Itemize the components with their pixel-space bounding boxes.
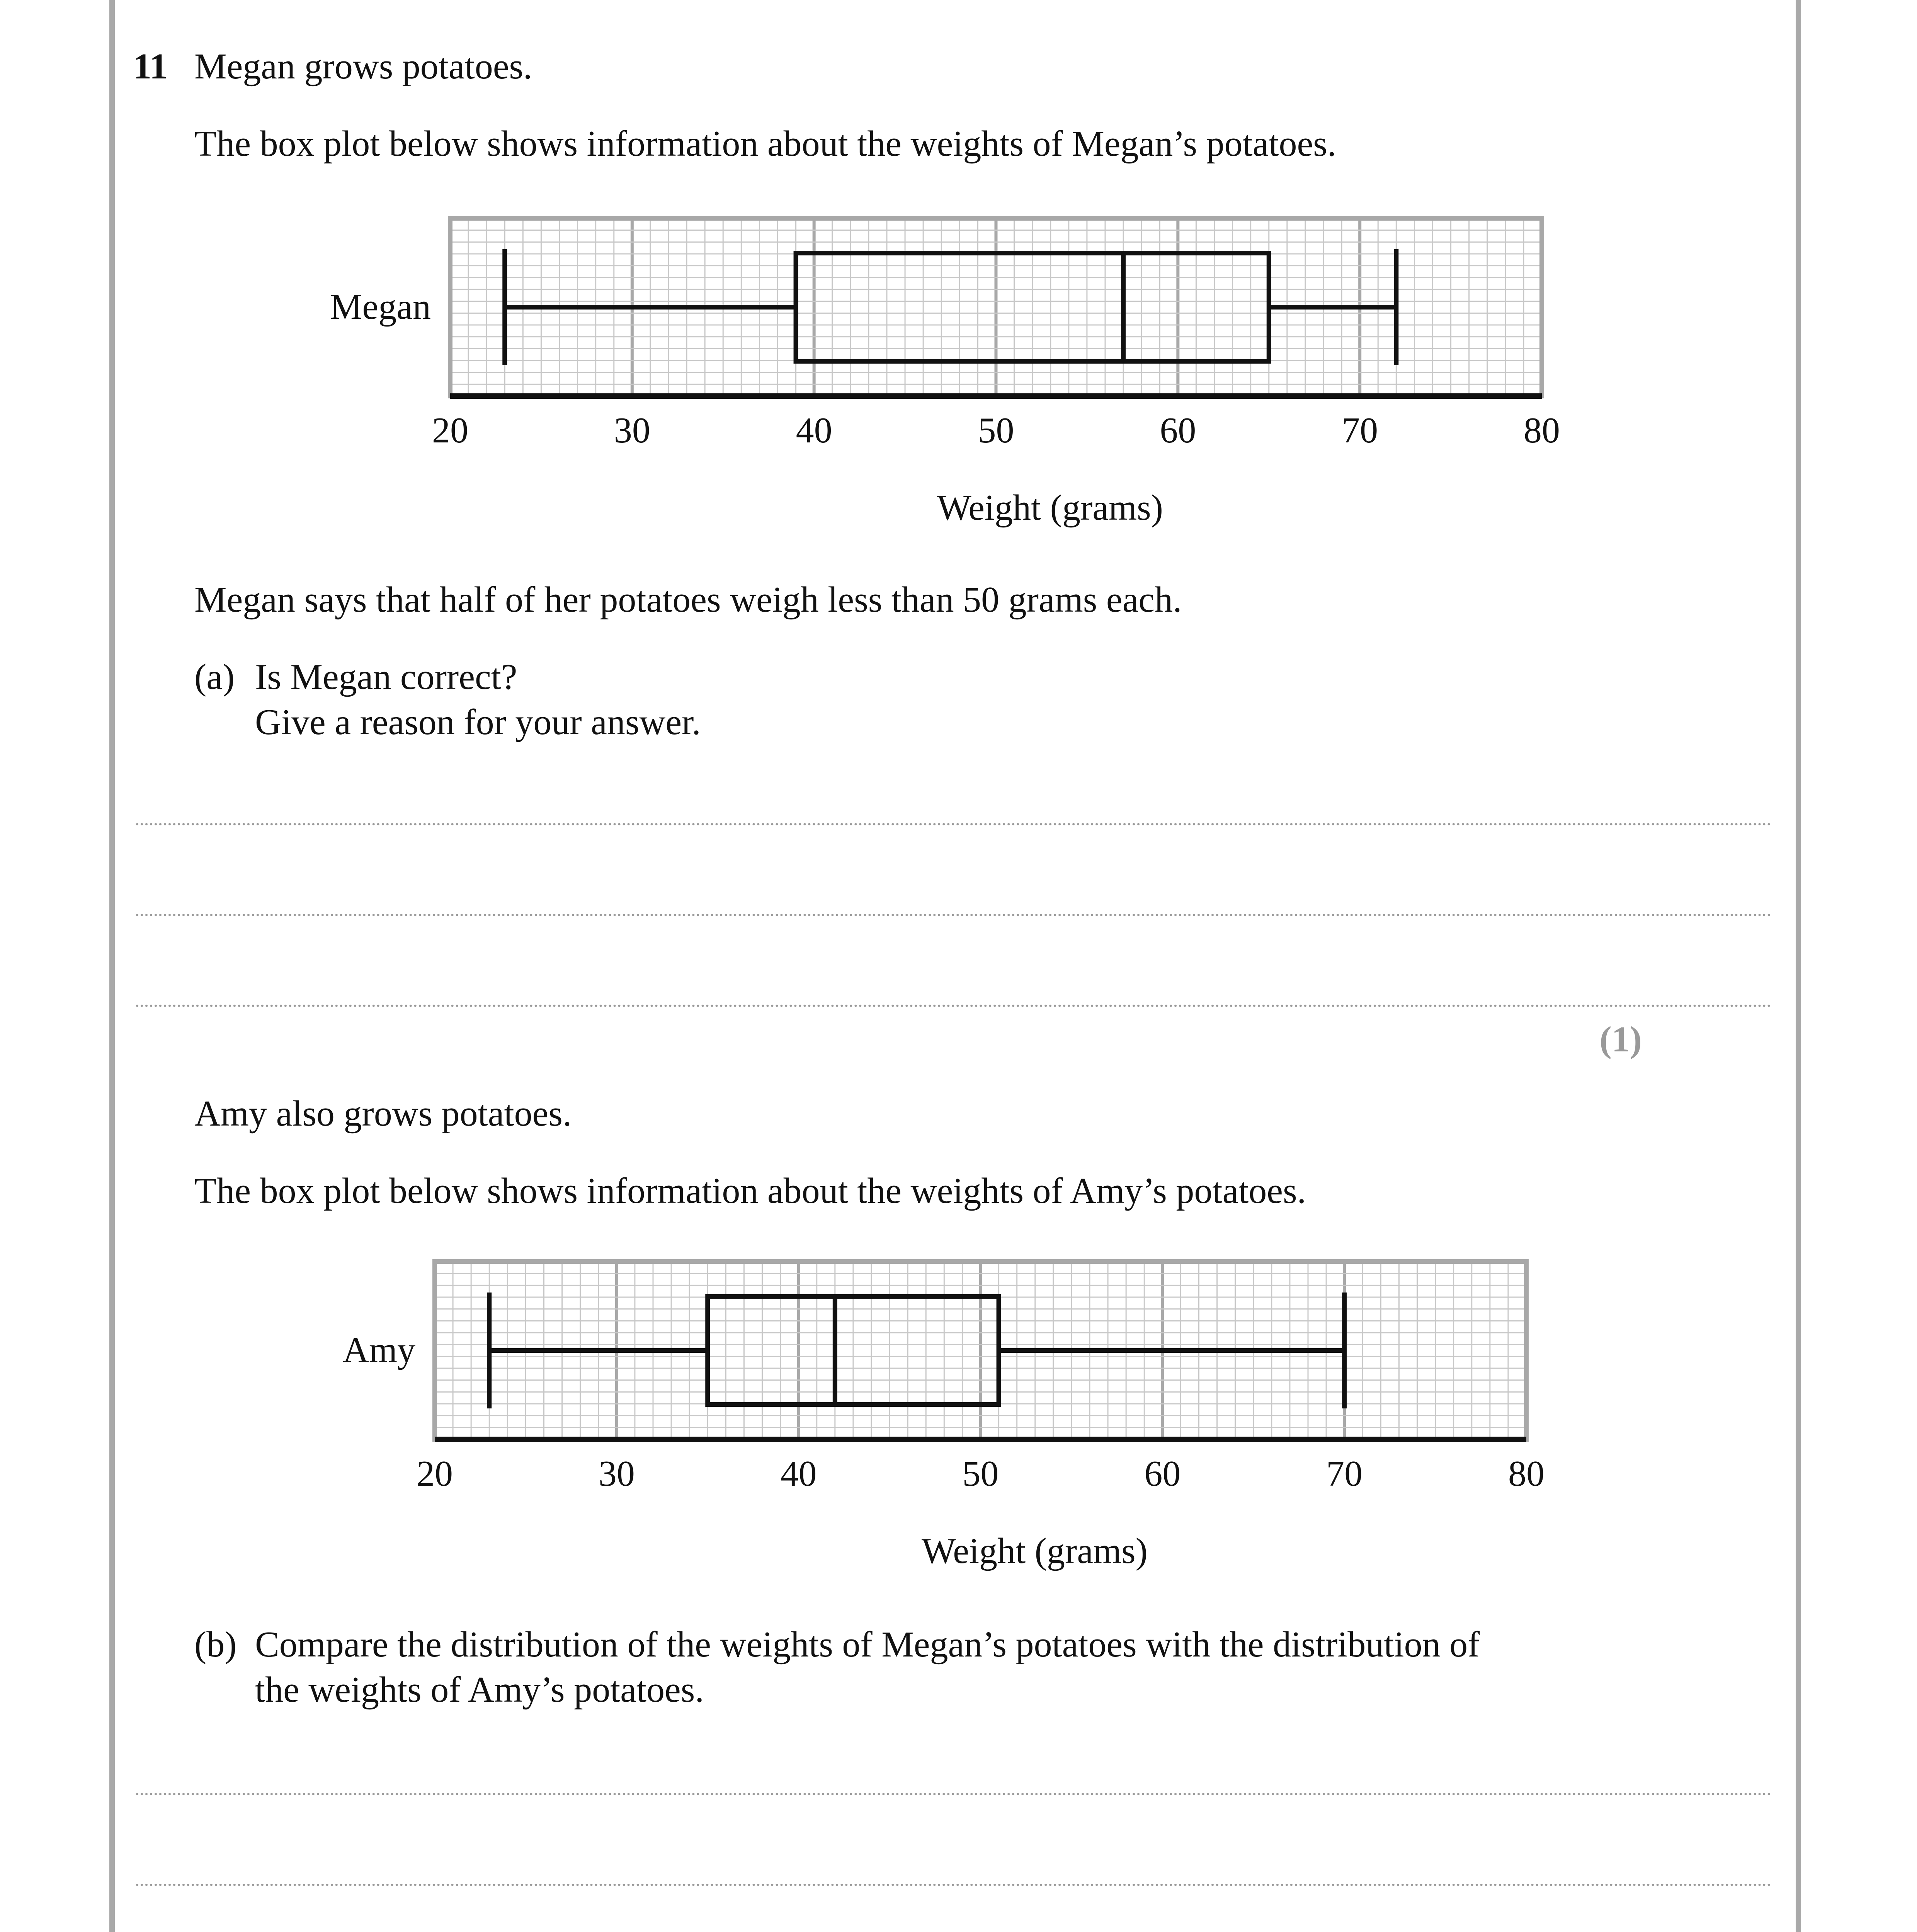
tick-label-70: 70 — [1342, 410, 1378, 451]
x-axis-title: Weight (grams) — [922, 1531, 1148, 1571]
answer-line-b2[interactable] — [136, 1884, 1771, 1886]
part-b-question-line1: Compare the distribution of the weights of Megan’s potatoes with the distribution of — [255, 1624, 1480, 1665]
tick-label-80: 80 — [1508, 1454, 1544, 1494]
tick-label-60: 60 — [1160, 410, 1196, 451]
tick-label-40: 40 — [780, 1454, 817, 1494]
part-a-instruction: Give a reason for your answer. — [255, 702, 701, 742]
tick-label-30: 30 — [614, 410, 650, 451]
amy-intro: Amy also grows potatoes. — [194, 1094, 572, 1134]
megan-box-plot — [270, 209, 1584, 541]
tick-label-20: 20 — [432, 410, 468, 451]
part-a-marks: (1) — [1599, 1019, 1642, 1060]
part-b-question-line2: the weights of Amy’s potatoes. — [255, 1670, 704, 1710]
part-a-label: (a) — [194, 657, 235, 697]
answer-line-b1[interactable] — [136, 1793, 1771, 1795]
left-margin-line — [109, 0, 115, 1932]
row-label-amy: Amy — [343, 1330, 415, 1370]
answer-line-a3[interactable] — [136, 1005, 1771, 1007]
answer-line-a2[interactable] — [136, 914, 1771, 916]
part-a-question: Is Megan correct? — [255, 657, 517, 697]
x-axis-title: Weight (grams) — [937, 488, 1163, 528]
tick-label-60: 60 — [1144, 1454, 1181, 1494]
part-b-label: (b) — [194, 1624, 237, 1665]
tick-label-50: 50 — [978, 410, 1014, 451]
claim-text: Megan says that half of her potatoes weigh less than 50 grams each. — [194, 580, 1182, 620]
tick-label-80: 80 — [1524, 410, 1560, 451]
tick-label-20: 20 — [417, 1454, 453, 1494]
answer-line-a1[interactable] — [136, 823, 1771, 825]
tick-label-50: 50 — [962, 1454, 999, 1494]
tick-label-30: 30 — [598, 1454, 635, 1494]
tick-label-40: 40 — [796, 410, 832, 451]
question-intro: Megan grows potatoes. — [194, 46, 532, 87]
row-label-megan: Megan — [330, 287, 431, 327]
right-margin-line — [1796, 0, 1801, 1932]
plot2-intro: The box plot below shows information about the weights of Amy’s potatoes. — [194, 1171, 1306, 1211]
tick-label-70: 70 — [1326, 1454, 1363, 1494]
amy-box-plot — [255, 1256, 1569, 1588]
plot1-intro: The box plot below shows information about the weights of Megan’s potatoes. — [194, 124, 1337, 164]
question-number: 11 — [133, 46, 168, 87]
